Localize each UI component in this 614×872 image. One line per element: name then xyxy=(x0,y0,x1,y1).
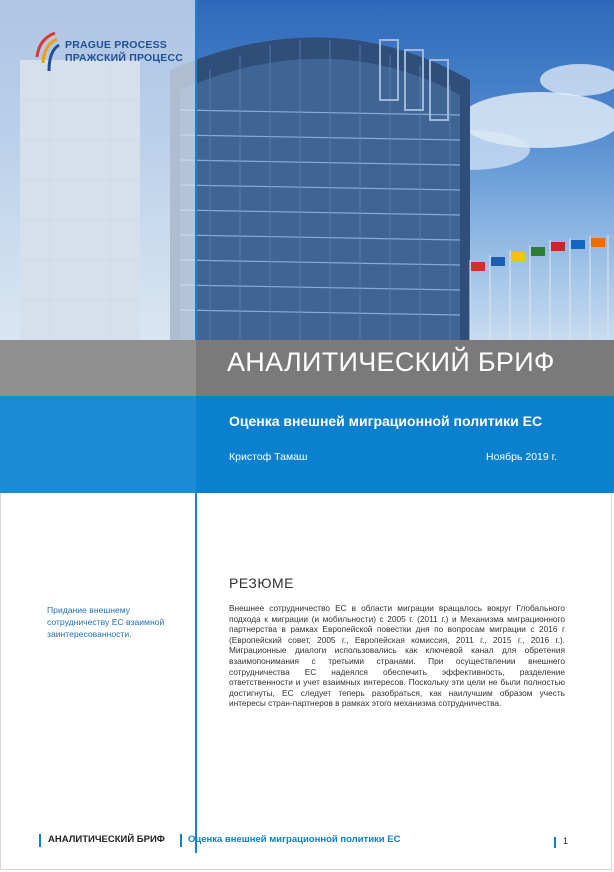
vertical-divider-top xyxy=(195,0,197,340)
publication-date: Ноябрь 2019 г. xyxy=(486,451,558,463)
logo-swoosh-icon xyxy=(33,31,61,73)
footer-accent-bar xyxy=(39,834,41,847)
document-type-title: АНАЛИТИЧЕСКИЙ БРИФ xyxy=(227,347,555,377)
page-number: 1 xyxy=(563,836,569,846)
author-name: Кристоф Тамаш xyxy=(229,451,308,463)
sidebar-pull-quote: Придание внешнему сотрудничеству ЕС взаимной заинтересованности. xyxy=(47,605,165,639)
logo-line-en: PRAGUE PROCESS xyxy=(65,39,167,51)
vertical-divider-bottom xyxy=(195,493,197,853)
title-band-left xyxy=(0,340,196,396)
summary-body: Внешнее сотрудничество ЕС в области миграции вращалось вокруг Глобального подхода к миграции (и мобильности) с 2005 г. (2011 г.) и Механизма миграционного партнерства в рамках Европейской повестки дня по вопросам миграции с 2016 г (Европейский совет, 2005 г., Европейская комиссия, 2011 г., 2015 г., 2016 г.). Миграционные диалоги использовались как ключевой канал для обретения взаимопонимания с третьими странами. При осуществлении внешнего сотрудничества ЕС надеялся обеспечить эффективность, разделение ответственности и учет взаимных интересов. Поскольку эти цели не были полностью достигнуты, ЕС следует теперь разобраться, как наилучшим образом учесть интересы стран-партнеров в рамках этого механизма сотрудничества. xyxy=(229,603,565,709)
prague-process-logo xyxy=(33,31,183,73)
document-subtitle: Оценка внешней миграционной политики ЕС xyxy=(229,413,543,429)
blue-band xyxy=(0,396,614,493)
footer-title: Оценка внешней миграционной политики ЕС xyxy=(188,834,401,845)
blue-band-left xyxy=(0,396,196,493)
summary-heading: РЕЗЮМЕ xyxy=(229,575,294,591)
page-number-bar xyxy=(554,837,556,848)
logo-line-ru: ПРАЖСКИЙ ПРОЦЕСС xyxy=(65,52,184,64)
footer-separator xyxy=(180,834,182,847)
footer-label: АНАЛИТИЧЕСКИЙ БРИФ xyxy=(48,834,165,845)
